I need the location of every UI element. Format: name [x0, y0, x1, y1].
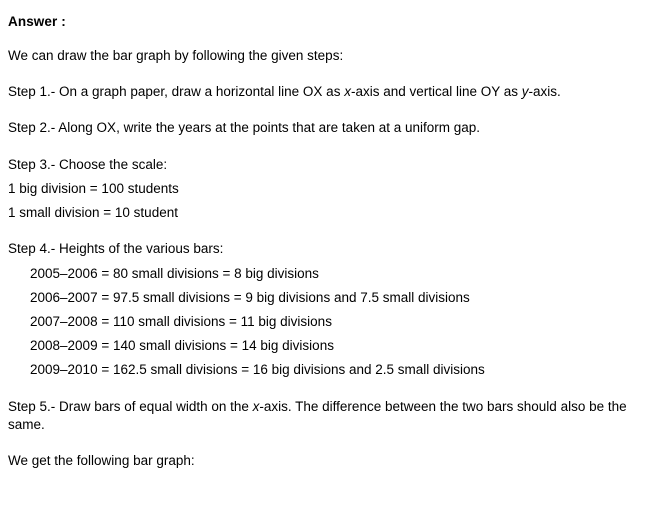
step-3-block [8, 156, 648, 223]
step-4-block [8, 240, 648, 379]
step-4-title: Step 4.- Heights of the various bars: [8, 241, 224, 257]
intro-text: We can draw the bar graph by following the given steps: [8, 48, 344, 63]
step-4-line-1: 2005–2006 = 80 small divisions = 8 big divisions [30, 265, 319, 281]
step-4-line-5: 2009–2010 = 162.5 small divisions = 16 big divisions and 2.5 small divisions [30, 362, 485, 378]
step-5-axis-x: x [252, 398, 260, 414]
step-4-line-2: 2006–2007 = 97.5 small divisions = 9 big divisions and 7.5 small divisions [30, 289, 470, 305]
step-1-text [8, 83, 648, 101]
step-1-suffix: -axis. [528, 84, 561, 100]
step-4-line-4: 2008–2009 = 140 small divisions = 14 big divisions [30, 338, 334, 354]
step-1-mid: -axis and vertical line OY as [350, 84, 522, 100]
step-3-line-2: 1 small division = 10 student [8, 205, 178, 221]
answer-heading: Answer : [8, 14, 66, 29]
step-5-text [8, 398, 648, 434]
step-1-prefix: Step 1.- On a graph paper, draw a horizontal line OX as [8, 84, 345, 100]
step-5-prefix: Step 5.- Draw bars of equal width on the [8, 398, 253, 414]
step-3-line-1: 1 big division = 100 students [8, 180, 179, 196]
step-4-line-3: 2007–2008 = 110 small divisions = 11 big divisions [30, 313, 332, 329]
step-1-axis-x: x [344, 84, 351, 100]
step-4-list [8, 265, 648, 380]
step-1-axis-y: y [521, 84, 529, 100]
step-5-suffix: -axis. The difference between the two bars should also be the same. [8, 398, 627, 432]
step-2-text: Step 2.- Along OX, write the years at the points that are taken at a uniform gap. [8, 120, 481, 136]
closing-text: We get the following bar graph: [8, 453, 195, 469]
step-3-title: Step 3.- Choose the scale: [8, 156, 168, 172]
